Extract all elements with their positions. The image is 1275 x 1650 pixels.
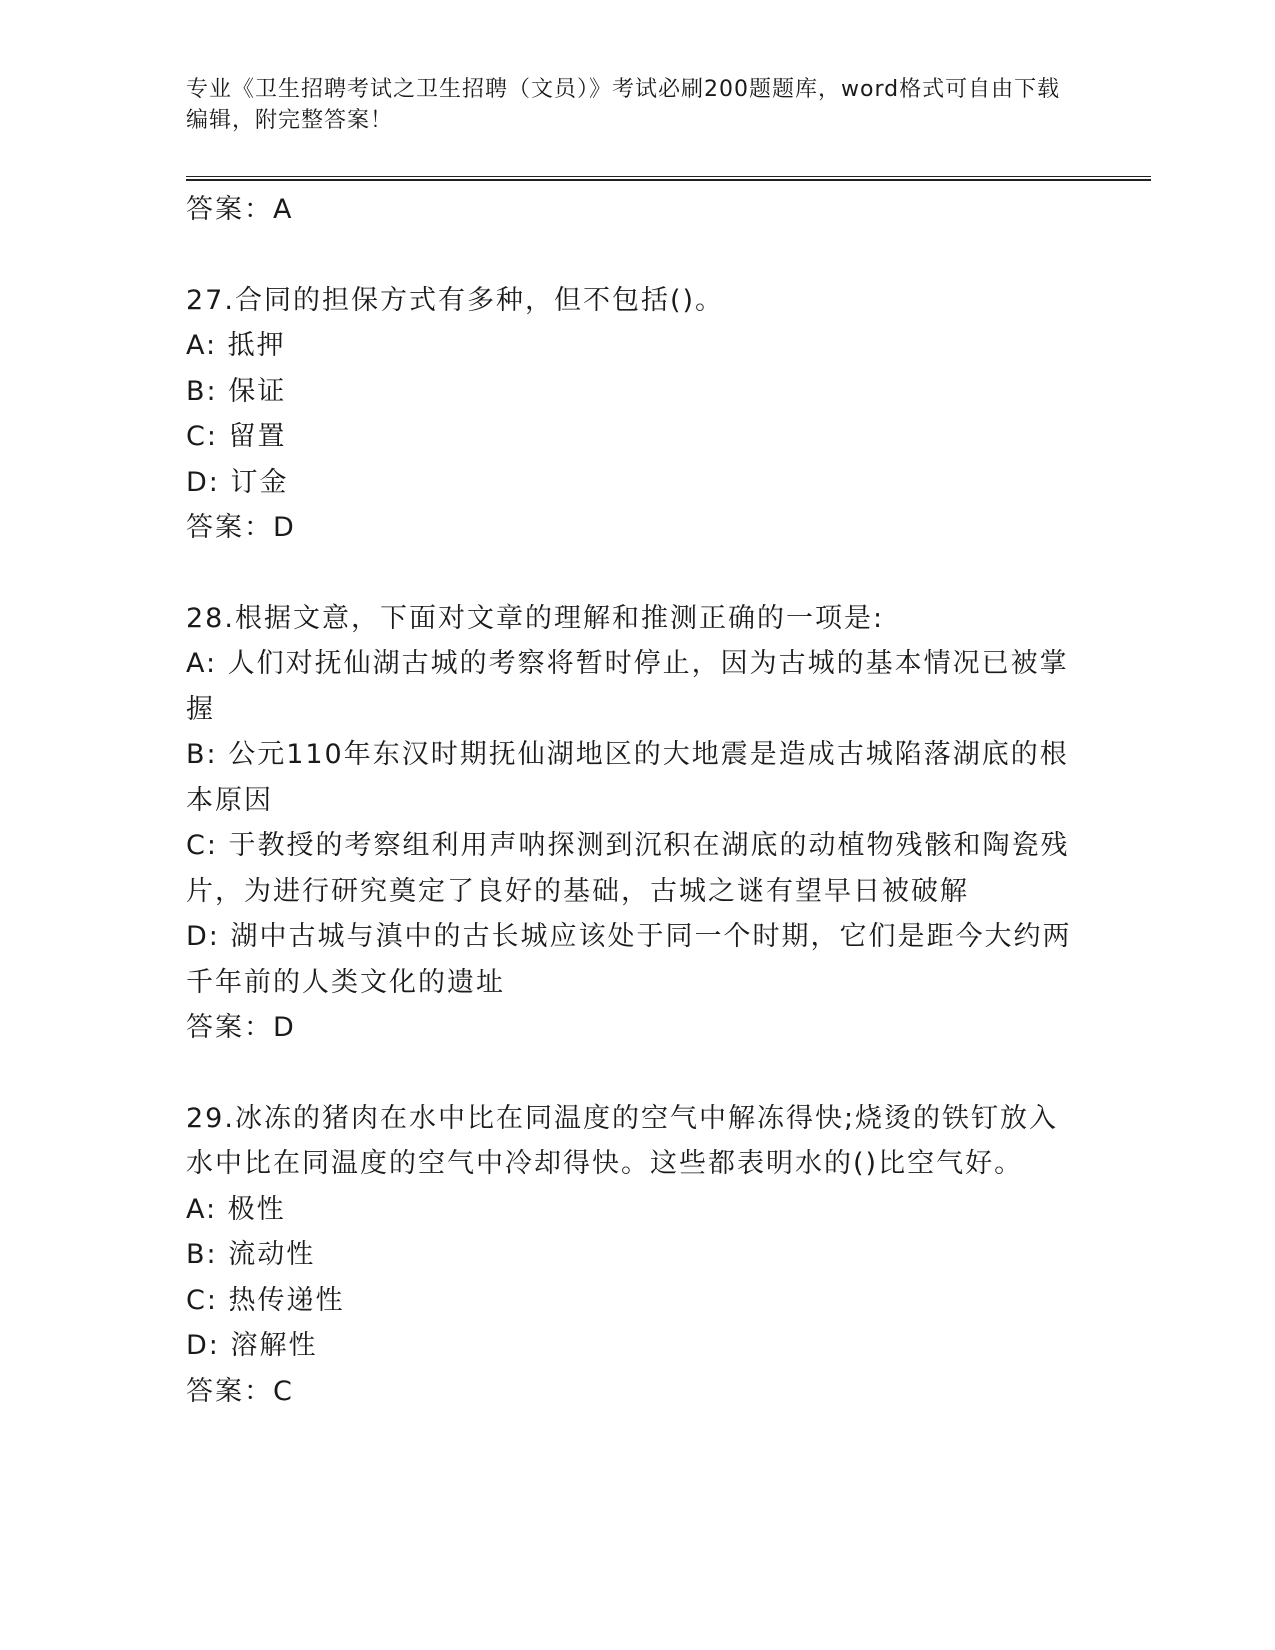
option-c: C: 热传递性 bbox=[186, 1284, 345, 1316]
spacer bbox=[186, 551, 1076, 596]
header-divider bbox=[186, 176, 1151, 181]
option-b: B: 流动性 bbox=[186, 1239, 316, 1270]
spacer bbox=[186, 1051, 1076, 1096]
question-block bbox=[186, 278, 1076, 551]
question-stem: 28.根据文意，下面对文章的理解和推测正确的一项是: bbox=[186, 602, 885, 634]
document-header: 专业《卫生招聘考试之卫生招聘（文员）》考试必刷200题题库，word格式可自由下载编辑，附完整答案！ bbox=[186, 77, 1061, 133]
previous-answer: 答案：A bbox=[186, 194, 294, 225]
option-c: C: 于教授的考察组利用声呐探测到沉积在湖底的动植物残骸和陶瓷残片，为进行研究奠定了良好的基础，古城之谜有望早日被破解 bbox=[186, 830, 1070, 907]
question-block bbox=[186, 596, 1076, 1051]
question-content bbox=[186, 187, 1076, 1414]
option-a: A: 抵押 bbox=[186, 330, 286, 361]
option-a: A: 极性 bbox=[186, 1193, 286, 1225]
question-answer: 答案：D bbox=[186, 1012, 296, 1043]
option-b: B: 公元110年东汉时期抚仙湖地区的大地震是造成古城陷落湖底的根本原因 bbox=[186, 739, 1069, 816]
question-block bbox=[186, 1096, 1076, 1415]
option-d: D: 湖中古城与滇中的古长城应该处于同一个时期，它们是距今大约两千年前的人类文化的遗址 bbox=[186, 921, 1072, 998]
spacer bbox=[186, 233, 1076, 278]
option-c: C: 留置 bbox=[186, 421, 287, 452]
option-a: A: 人们对抚仙湖古城的考察将暂时停止，因为古城的基本情况已被掌握 bbox=[186, 648, 1069, 725]
question-answer: 答案：C bbox=[186, 1375, 294, 1407]
question-stem: 27.合同的担保方式有多种，但不包括()。 bbox=[186, 284, 725, 316]
question-stem: 29.冰冻的猪肉在水中比在同温度的空气中解冻得快;烧烫的铁钉放入水中比在同温度的空气中冷却得快。这些都表明水的()比空气好。 bbox=[186, 1102, 1059, 1179]
option-d: D: 订金 bbox=[186, 466, 289, 498]
option-b: B: 保证 bbox=[186, 375, 287, 407]
question-answer: 答案：D bbox=[186, 512, 296, 543]
option-d: D: 溶解性 bbox=[186, 1330, 318, 1361]
